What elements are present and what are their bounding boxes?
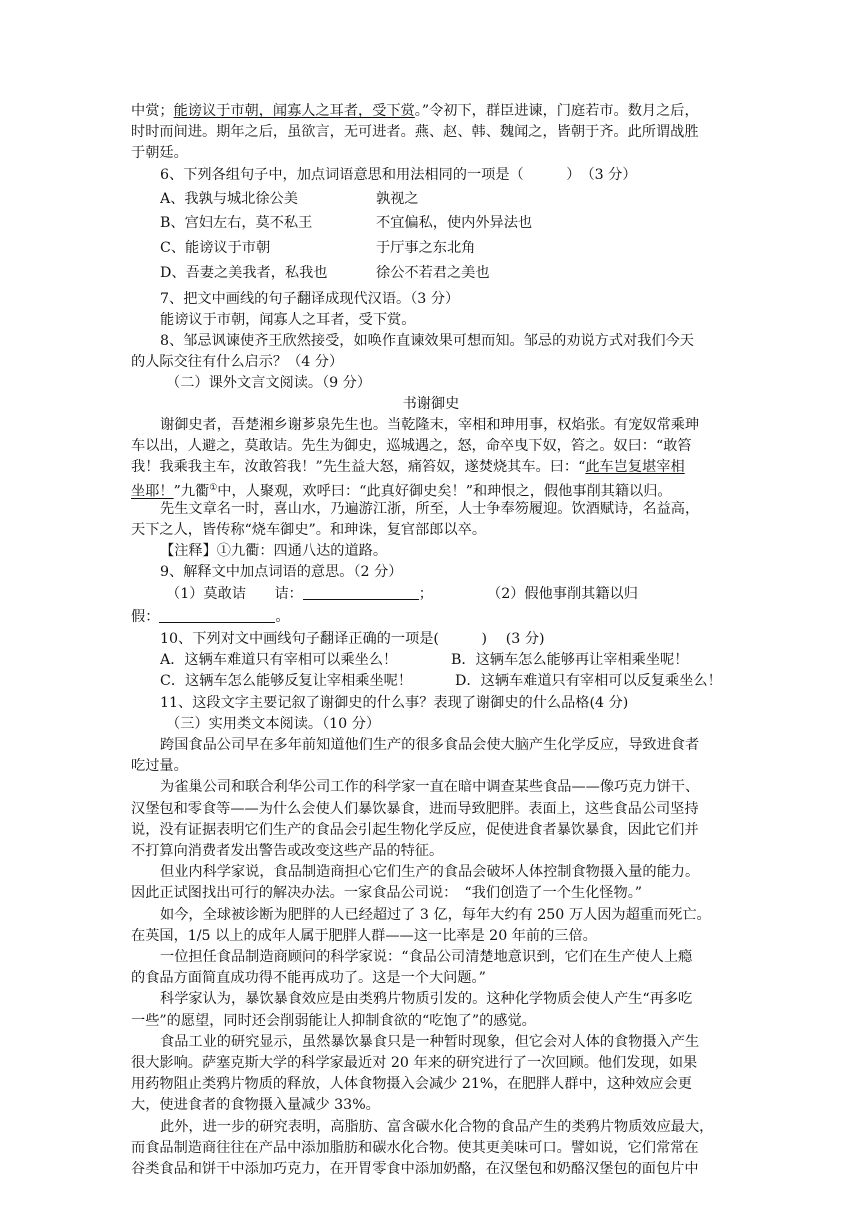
article-line: 因此正试图找出可行的解决办法。一家食品公司说： “我们创造了一个生化怪物。”: [131, 885, 643, 902]
question-6-stem: 6、下列各组句子中，加点词语意思和用法相同的一项是（ ） （3 分）: [160, 167, 637, 183]
article-line: 用药物阻止类鸦片物质的释放，人体食物摄入会减少 21%，在肥胖人群中，这种效应会更: [131, 1076, 692, 1093]
question-7-stem: 7、把文中画线的句子翻译成现代汉语。（3 分）: [160, 291, 460, 307]
article-line: 食品工业的研究显示，虽然暴饮暴食只是一种暂时现象，但它会对人体的食物摄入产生: [160, 1033, 700, 1050]
article-line: 一位担任食品制造商顾问的科学家说：“食品公司清楚地意识到，它们在生产使人上瘾: [160, 949, 693, 965]
passage-line: 坐耶！”九衢①中，人聚观，欢呼曰：“此真好御史矣！”和珅恨之，假他事削其籍以归。: [131, 483, 672, 500]
footnote-marker: ①: [209, 483, 218, 493]
question-10-option-c: C．这辆车怎么能够反复让宰相乘坐呢！: [160, 673, 413, 689]
answer-blank[interactable]: [159, 608, 275, 623]
section-heading: （三）实用类文本阅读。（10 分）: [166, 716, 381, 732]
passage-title: 书谢御史: [402, 396, 460, 412]
article-line: 大，使进食者的食物摄入量减少 33%。: [131, 1097, 380, 1114]
article-line: 的食品方面简直成功得不能再成功了。这是一个大问题。”: [131, 970, 486, 987]
option-d-right: 徐公不若君之美也: [376, 265, 490, 281]
question-9-stem: 9、解释文中加点词语的意思。（2 分）: [160, 564, 403, 580]
passage-line: 于朝廷。: [131, 145, 188, 161]
passage-line: 中赏；能谤议于市朝，闻寡人之耳者，受下赏。”令初下，群臣进谏，门庭若市。数月之后，: [131, 103, 699, 119]
question-10-stem: 10、下列对文中画线句子翻译正确的一项是( ) (3 分): [160, 631, 545, 647]
underlined-sentence: 此车岂复堪宰相: [585, 459, 685, 475]
article-line: 科学家认为，暴饮暴食效应是由类鸦片物质引发的。这种化学物质会使人产生“再多吃: [160, 991, 693, 1008]
article-line: 一些”的愿望，同时还会削弱能让人抑制食欲的“吃饱了”的感觉。: [131, 1012, 536, 1029]
passage-line: 我！我乘我主车，汝敢笞我！”先生益大怒，痛笞奴，遂焚烧其车。曰：“此车岂复堪宰相: [131, 459, 685, 475]
article-line: 很大影响。萨塞克斯大学的科学家最近对 20 年来的研究进行了一次回顾。他们发现，如果: [131, 1055, 698, 1071]
passage-line: 天下之人，皆传称“烧车御史”。和珅诛，复官部郎以卒。: [131, 522, 487, 538]
article-line: 跨国食品公司早在多年前知道他们生产的很多食品会使大脑产生化学反应，导致进食者: [160, 737, 700, 753]
question-10-option-b: B．这辆车怎么能够再让宰相乘坐呢！: [451, 652, 689, 668]
article-line: 而食品制造商往往在产品中添加脂肪和碳水化合物。使其更美味可口。譬如说，它们常常在: [131, 1139, 699, 1156]
question-7-sentence: 能谤议于市朝，闻寡人之耳者，受下赏。: [160, 312, 416, 328]
option-d-left: D、吾妻之美我者，私我也: [160, 265, 328, 281]
option-a-right: 孰视之: [376, 191, 419, 207]
article-line: 但业内科学家说，食品制造商担心它们生产的食品会破坏人体控制食物摄入量的能力。: [160, 864, 700, 881]
underlined-sentence: 能谤议于市朝，闻寡人之耳者，受下赏: [173, 103, 415, 119]
question-9-item-2-answer: 假： 。: [131, 609, 290, 625]
option-c-left: C、能谤议于市朝: [160, 240, 271, 256]
passage-line: 谢御史者，吾楚湘乡谢芗泉先生也。当乾隆末，宰相和珅用事，权焰张。有宠奴常乘珅: [160, 417, 700, 433]
article-line: 如今，全球被诊断为肥胖的人已经超过了 3 亿，每年大约有 250 万人因为超重而死亡。: [160, 906, 711, 923]
question-8-stem-cont: 的人际交往有什么启示？（4 分）: [131, 354, 344, 370]
question-10-option-d: D．这辆车难道只有宰相可以反复乘坐么！: [455, 673, 722, 689]
passage-line: 时时而间进。期年之后，虽欲言，无可进者。燕、赵、韩、魏闻之，皆朝于齐。此所谓战胜: [131, 124, 699, 140]
passage-line: 车以出，人避之，莫敢诘。先生为御史，巡城遇之，怒，命卒曳下奴，笞之。奴曰：“敢笞: [131, 438, 692, 454]
article-line: 汉堡包和零食等——为什么会使人们暴饮暴食，进而导致肥胖。表面上，这些食品公司坚持: [131, 800, 699, 817]
article-line: 吃过量。: [131, 758, 188, 775]
article-line: 为雀巢公司和联合利华公司工作的科学家一直在暗中调查某些食品——像巧克力饼干、: [160, 779, 700, 796]
article-line: 说，没有证据表明它们生产的食品会引起生物化学反应，促使进食者暴饮暴食，因此它们并: [131, 821, 699, 838]
question-11-stem: 11、这段文字主要记叙了谢御史的什么事？表现了谢御史的什么品格(4 分): [160, 695, 629, 711]
footnote: 【注释】①九衢：四通八达的道路。: [160, 543, 388, 559]
passage-line: 先生文章名一时，喜山水，乃遍游江浙，所至，人士争奉笏履迎。饮酒赋诗，名益高，: [160, 501, 700, 517]
option-b-left: B、宫妇左右，莫不私王: [160, 215, 313, 231]
question-9-item-1: （1）莫敢诘 诘： ；: [166, 586, 433, 602]
article-line: 谷类食品和饼干中添加巧克力，在开胃零食中添加奶酪，在汉堡包和奶酪汉堡包的面包片中: [131, 1161, 699, 1177]
question-10-option-a: A．这辆车难道只有宰相可以乘坐么！: [160, 652, 398, 668]
article-line: 此外，进一步的研究表明，高脂肪、富含碳水化合物的食品产生的类鸦片物质效应最大，: [160, 1118, 714, 1135]
answer-blank[interactable]: [303, 585, 419, 600]
question-9-item-2: （2）假他事削其籍以归: [487, 586, 638, 602]
underlined-sentence: 坐耶！: [131, 483, 174, 500]
option-a-left: A、我孰与城北徐公美: [160, 191, 298, 207]
option-b-right: 不宜偏私，使内外异法也: [376, 215, 533, 231]
article-line: 不打算向消费者发出警告或改变这些产品的特征。: [131, 843, 444, 859]
section-heading: （二）课外文言文阅读。（9 分）: [166, 375, 372, 391]
article-line: 在英国，1/5 以上的成年人属于肥胖人群——这一比率是 20 年前的三倍。: [131, 927, 597, 944]
option-c-right: 于厅事之东北角: [376, 240, 476, 256]
question-8-stem: 8、邹忌讽谏使齐王欣然接受，如唤作直谏效果可想而知。邹忌的劝说方式对我们今天: [160, 333, 694, 349]
